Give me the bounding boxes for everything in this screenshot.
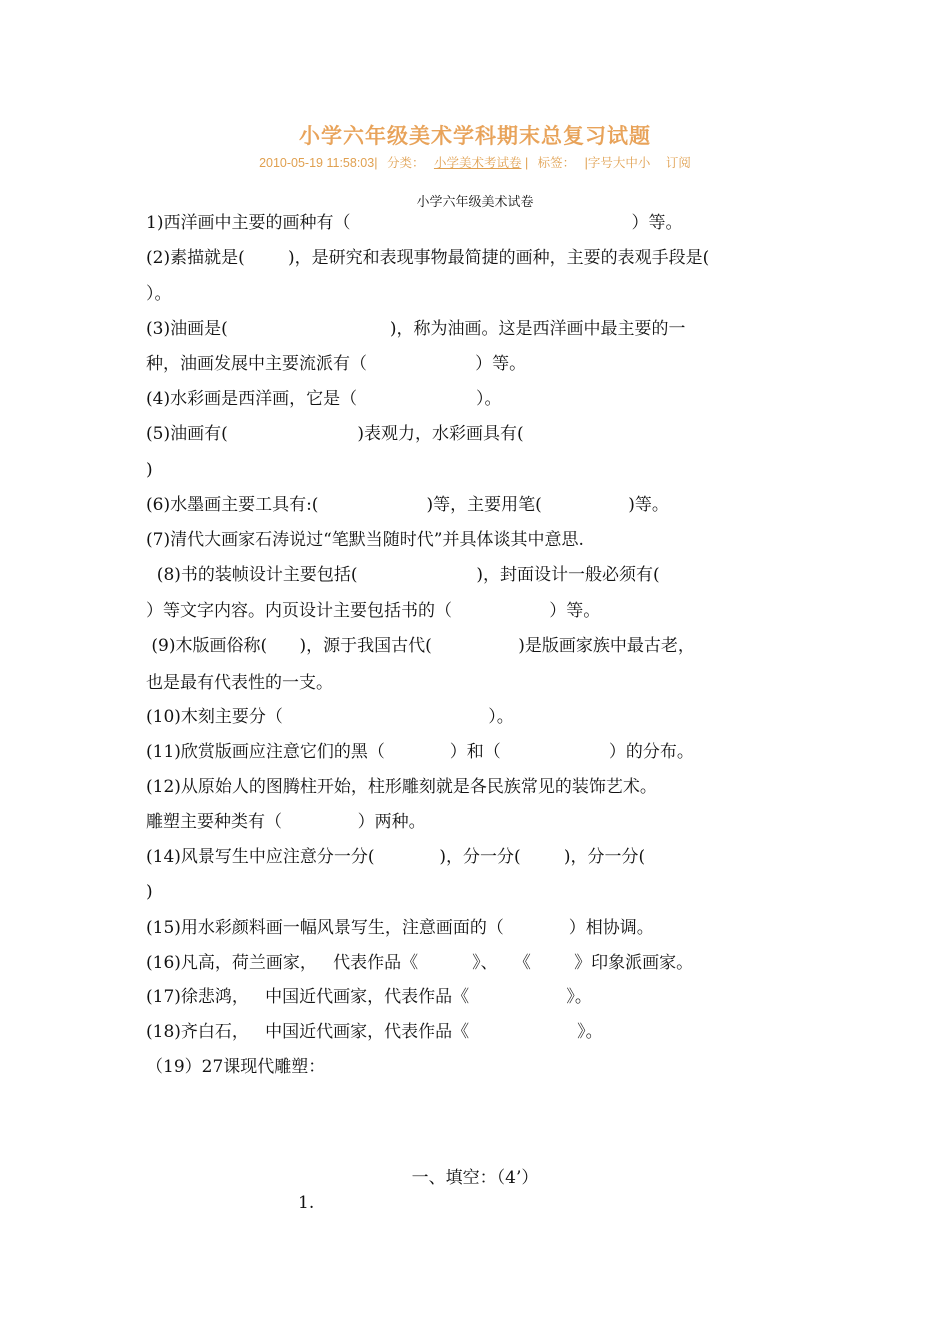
question-line: (17)徐悲鸿， 中国近代画家，代表作品《 》。 xyxy=(146,987,592,1007)
meta-separator: | xyxy=(524,156,529,170)
question-line: 种，油画发展中主要流派有（ ）等。 xyxy=(146,354,527,374)
question-line: (3)油画是( )，称为油画。这是西洋画中最主要的一 xyxy=(146,319,686,339)
subscribe-link[interactable]: 订阅 xyxy=(665,156,691,170)
question-line: ）等文字内容。内页设计主要包括书的（ ）等。 xyxy=(146,601,601,621)
post-datetime: 2010-05-19 11:58:03| xyxy=(259,156,378,170)
question-line: (4)水彩画是西洋画，它是（ ）。 xyxy=(146,389,502,409)
question-line: (10)木刻主要分（ ）。 xyxy=(146,707,514,727)
question-line: ) xyxy=(146,882,153,902)
question-line: (12)从原始人的图腾柱开始，柱形雕刻就是各民族常见的装饰艺术。 xyxy=(146,777,657,797)
question-line: ) xyxy=(146,460,153,480)
question-line: (5)油画有( )表观力，水彩画具有( xyxy=(146,424,524,444)
question-line: (16)凡高，荷兰画家， 代表作品《 》、 《 》印象派画家。 xyxy=(146,953,694,973)
question-line: (7)清代大画家石涛说过“笔默当随时代”并具体谈其中意思. xyxy=(146,530,584,550)
category-link[interactable]: 小学美术考试卷 xyxy=(433,156,522,170)
question-line: (6)水墨画主要工具有:( )等，主要用笔( )等。 xyxy=(146,495,669,515)
exam-subtitle: 小学六年级美术试卷 xyxy=(416,195,534,210)
category-label: 分类： xyxy=(386,156,425,170)
question-line: 1)西洋画中主要的画种有（ ）等。 xyxy=(146,213,683,233)
section-heading: 一、填空：（4’） xyxy=(411,1168,539,1188)
section-item-number: 1. xyxy=(298,1193,315,1213)
question-line: (2)素描就是( )，是研究和表现事物最简捷的画种，主要的表观手段是( xyxy=(146,248,710,268)
question-line: (14)风景写生中应注意分一分( )，分一分( )，分一分( xyxy=(146,847,646,867)
question-line: (18)齐白石， 中国近代画家，代表作品《 》。 xyxy=(146,1022,603,1042)
post-meta xyxy=(0,153,950,171)
question-line: (15)用水彩颜料画一幅风景写生，注意画面的（ ）相协调。 xyxy=(146,918,654,938)
question-line: 也是最有代表性的一支。 xyxy=(146,673,333,693)
font-size-control[interactable]: |字号大中小 xyxy=(584,156,651,170)
question-line: (8)书的装帧设计主要包括( )，封面设计一般必须有( xyxy=(146,565,660,585)
question-line: (9)木版画俗称( )，源于我国古代( )是版画家族中最古老， xyxy=(146,636,695,656)
question-line: 雕塑主要种类有（ ）两种。 xyxy=(146,812,426,832)
question-line: ）。 xyxy=(146,284,172,304)
question-line: (11)欣赏版画应注意它们的黑（ ）和（ ）的分布。 xyxy=(146,742,694,762)
page-title: 小学六年级美术学科期末总复习试题 xyxy=(299,124,651,148)
question-line: （19）27课现代雕塑： xyxy=(146,1057,326,1077)
tags-label: 标签： xyxy=(537,156,576,170)
